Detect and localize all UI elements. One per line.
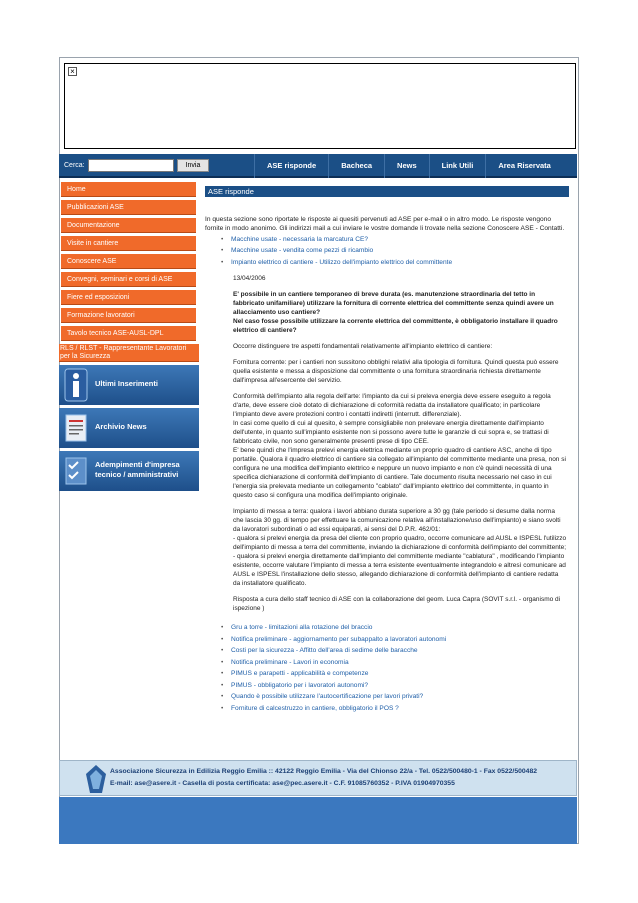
- page-title: ASE risponde: [205, 186, 569, 197]
- checklist-icon: [64, 454, 88, 488]
- nav-ase-risponde[interactable]: ASE risponde: [254, 154, 328, 178]
- footer: [59, 760, 577, 796]
- answer-article: [233, 274, 567, 613]
- search-input[interactable]: [88, 159, 174, 172]
- question-link[interactable]: • PIMUS e parapetti - applicabilità e competenze: [221, 668, 569, 680]
- nav-link-utili[interactable]: Link Utili: [429, 154, 486, 178]
- adempimenti-line2: tecnico / amministrativi: [95, 470, 179, 479]
- answer-paragraph: Occorre distinguere tre aspetti fondamentali relativamente all'impianto elettrico di cantiere:: [233, 343, 493, 351]
- question-link[interactable]: • Notifica preliminare - aggiornamento per subappalto a lavoratori autonomi: [221, 634, 569, 646]
- answer-date: 13/04/2006: [233, 275, 266, 283]
- nav-news[interactable]: News: [384, 154, 429, 178]
- nav-bacheca[interactable]: Bacheca: [328, 154, 384, 178]
- question-link[interactable]: • Macchine usate - necessaria la marcatura CE?: [221, 234, 569, 246]
- answer-sentence: - qualora si prelevi energia da presa del cliente con proprio quadro, occorre comunicare ad AUSL e ISPESL l'utilizzo dell'impianto di messa a terra del committente, inviando la dichiarazione di conformità dell'impianto del committente;: [233, 535, 567, 552]
- answer-credits: Risposta a cura dello staff tecnico di ASE con la collaborazione del geom. Luca Capra (SOVIT s.r.l. - organismo di ispezione ): [233, 596, 561, 613]
- question-link[interactable]: • Forniture di calcestruzzo in cantiere, obbligatorio il POS ?: [221, 703, 569, 715]
- archivio-news-banner[interactable]: [59, 408, 199, 448]
- sidebar-item-documentazione[interactable]: Documentazione: [61, 218, 196, 233]
- bottom-band: [59, 797, 577, 844]
- question-link[interactable]: • PIMUS - obbligatorio per i lavoratori autonomi?: [221, 680, 569, 692]
- question-link[interactable]: • Impianto elettrico di cantiere - Utilizzo dell'impianto elettrico del committente: [221, 257, 569, 269]
- question-link[interactable]: • Costi per la sicurezza - Affitto dell'area di sedime delle baracche: [221, 645, 569, 657]
- document-icon: [64, 411, 88, 445]
- answer-sentence: - qualora si prelevi energia direttamente dall'impianto del committente mediante "cablatura" , modificando l'impianto esistente, occorre valutare l'impianto di messa a terra esistente eventualmente integrandolo e altresì comunicare ad AUSL e ISPESL l'installazione dello stesso, allegando dichiarazione di conformità dell'impianto di cantiere redatta da installatore qualificato.: [233, 553, 566, 588]
- answer-sentence: Impianto di messa a terra: qualora i lavori abbiano durata superiore a 30 gg (tale periodo si desume dalla norma che lascia 30 gg. di tempo per effettuare la comunicazione relativa all'installazione/uso dell'impianto) e siano svolti da lavoratori subordinati o ad essi equiparati, ai sensi del D.P.R. 462/01:: [233, 508, 561, 534]
- question-part-1: E' possibile in un cantiere temporaneo di breve durata (es. manutenzione straordinaria del tetto in fabbricato unifamiliare) utilizzare la fornitura di corrente elettrica del committente senza quindi avere un allacciamento uso cantiere?: [233, 291, 554, 317]
- rls-label-line1: RLS / RLST - Rappresentante Lavoratori: [60, 345, 187, 352]
- sidebar-item-convegni[interactable]: Convegni, seminari e corsi di ASE: [61, 272, 196, 287]
- main-nav: [254, 154, 563, 178]
- sidebar-item-pubblicazioni[interactable]: Pubblicazioni ASE: [61, 200, 196, 215]
- ase-logo-icon: [85, 764, 107, 794]
- sidebar-item-home[interactable]: Home: [61, 182, 196, 197]
- question-link[interactable]: • Macchine usate - vendita come pezzi di ricambio: [221, 245, 569, 257]
- footer-address: Associazione Sicurezza in Edilizia Reggio Emilia :: 42122 Reggio Emilia - Via del Chionso 22/a - Tel. 0522/500480-1 - Fax 0522/500482: [110, 768, 537, 775]
- main-content: [205, 186, 569, 714]
- answer-paragraph: Fornitura corrente: per i cantieri non sussitono obblighi relativi alla tipologia di fornitura. Quindi questa può essere quella esistente e messa a disposizione dal committente o una fornitura straordinaria richiesta direttamente dall'impresa all'esercente del servizio.: [233, 359, 559, 385]
- answer-sentence: In casi come quello di cui al quesito, è sempre consigliabile non prelevare energia direttamente dall'impianto dell'utente, in quanto sull'impianto esistente non si possono avere tutte le garanzie di cui sopra e, se trattasi di fabbricato civile, non sono generalmente presenti prese di tipo CEE.: [233, 420, 549, 446]
- sidebar-item-conoscere[interactable]: Conoscere ASE: [61, 254, 196, 269]
- sidebar-item-visite[interactable]: Visite in cantiere: [61, 236, 196, 251]
- question-part-2: Nel caso fosse possibile utilizzare la corrente elettrica del committente, è obbligatorio installare il quadro elettrico di cantiere?: [233, 318, 558, 335]
- top-navbar: [59, 154, 577, 178]
- sidebar-item-formazione[interactable]: Formazione lavoratori: [61, 308, 196, 323]
- answer-sentence: E' bene quindi che l'impresa prelevi energia elettrica mediante un proprio quadro di cantiere ASC, anche di tipo portatile. Qualora il quadro elettrico di cantiere sia collegato all'impianto del committente mediante una presa, non si configura ne una modifica dell'impianto elettrico e neppure un nuovo impianto e non c'è quindi necessità di una specifica dichiarazione di conformità dell'impianto di cantiere. Tale documento risulta necessario nel caso in cui l'energia sia prelevata mediante un collegamento "cablato" dall'impianto elettrico del committente, in quanto in questo caso si configura una modifica dell'impianto originale.: [233, 447, 566, 500]
- archivio-news-label: Archivio News: [95, 422, 147, 431]
- bottom-question-list: [221, 622, 569, 714]
- answer-paragraph: [233, 392, 567, 500]
- question-link[interactable]: • Notifica preliminare - Lavori in economia: [221, 657, 569, 669]
- sidebar-item-fiere[interactable]: Fiere ed esposizioni: [61, 290, 196, 305]
- answer-sentence: Conformità dell'impianto alla regola dell'arte: l'impianto da cui si preleva energia deve essere eseguito a regola d'arte, deve essere cioè dotato di dichiarazione di coformità redatta da installatore qualificato; in particolare l'impianto deve avere protezioni contro i contatti indiretti (interrutt. differenziale).: [233, 393, 551, 419]
- sidebar-item-rls[interactable]: [59, 344, 199, 362]
- question-text: [233, 290, 567, 335]
- top-question-list: [221, 234, 569, 269]
- footer-contacts: E-mail: ase@asere.it - Casella di posta certificata: ase@pec.asere.it - C.F. 91085760352 - P.IVA 01904970355: [110, 780, 455, 787]
- question-link[interactable]: • Quando è possibile utilizzare l'autocertificazione per lavori privati?: [221, 691, 569, 703]
- broken-image-icon: ×: [68, 67, 77, 76]
- answer-paragraph: [233, 507, 567, 588]
- sidebar: [59, 182, 201, 494]
- sidebar-item-tavolo-tecnico[interactable]: Tavolo tecnico ASE-AUSL-DPL: [61, 326, 196, 341]
- question-link[interactable]: • Gru a torre - limitazioni alla rotazione del braccio: [221, 622, 569, 634]
- search-submit-button[interactable]: Invia: [177, 159, 209, 172]
- header-banner: [64, 63, 576, 149]
- rls-label-line2: per la Sicurezza: [60, 353, 111, 360]
- info-icon: [64, 368, 88, 402]
- search-label: Cerca:: [64, 162, 85, 169]
- adempimenti-label: [95, 460, 180, 480]
- ultimi-inserimenti-label: Ultimi Inserimenti: [95, 379, 158, 388]
- intro-text: In questa sezione sono riportate le risposte ai quesiti pervenuti ad ASE per e-mail o in altro modo. Le risposte vengono fornite in modo anonimo. Gli indirizzi mail a cui inviare le vostre domande li trovate nella sezione Conoscere ASE - Contatti.: [205, 216, 565, 233]
- adempimenti-banner[interactable]: [59, 451, 199, 491]
- ultimi-inserimenti-banner[interactable]: [59, 365, 199, 405]
- adempimenti-line1: Adempimenti d'impresa: [95, 460, 180, 469]
- nav-area-riservata[interactable]: Area Riservata: [485, 154, 563, 178]
